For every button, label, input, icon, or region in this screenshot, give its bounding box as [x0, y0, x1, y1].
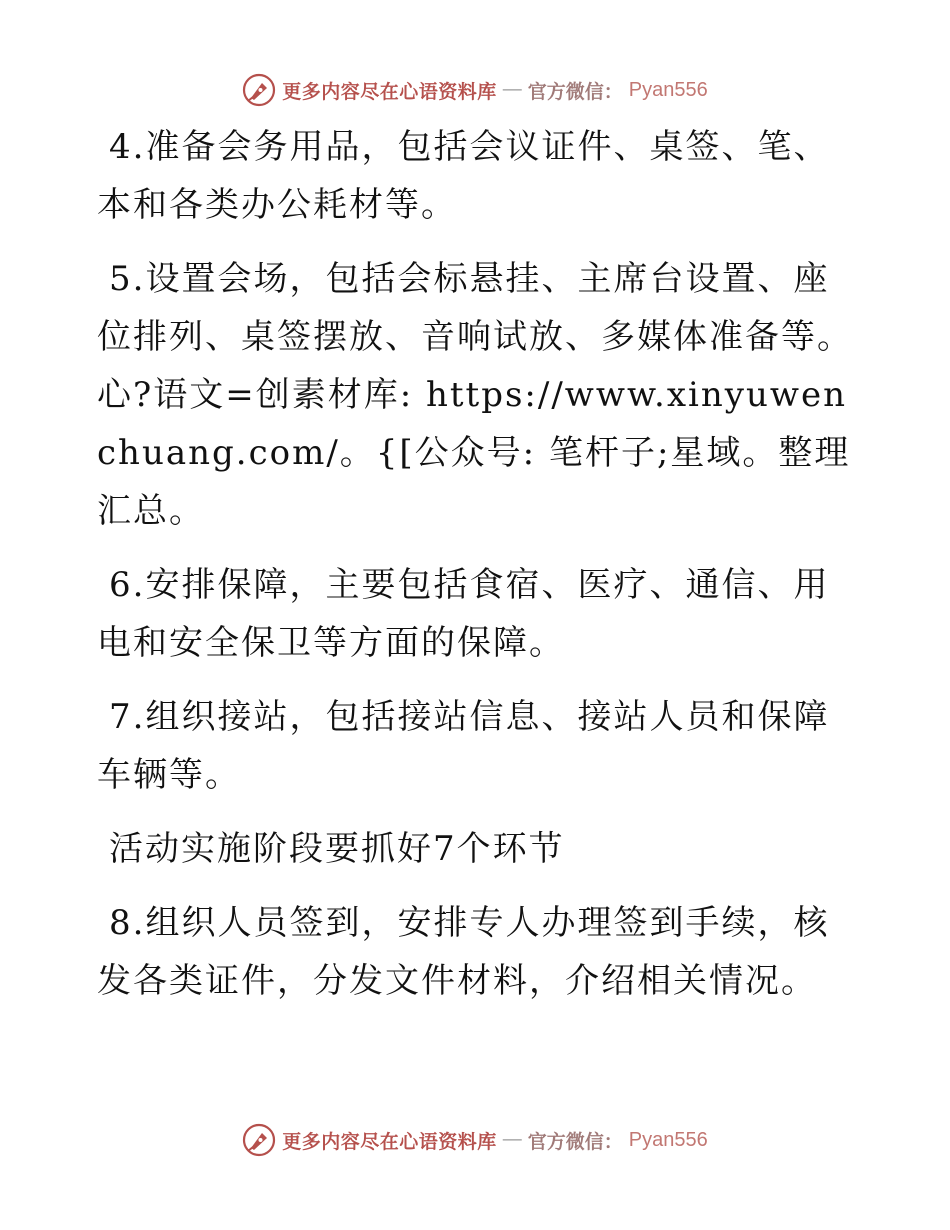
paragraph-text: 5.设置会场，包括会标悬挂、主席台设置、座位排列、桌签摆放、音响试放、多媒体准备等。心?语文=创素材库: https://www.xinyuwenchuang.com/。{[公众号: 笔杆子;星域。整理汇总。	[97, 259, 853, 531]
paragraph-item-5	[97, 250, 857, 540]
footer-wechat-id: Pyan556	[628, 1128, 708, 1151]
header-wechat-label: 官方微信：	[527, 80, 623, 103]
header-banner-inner	[242, 73, 708, 107]
header-wechat-id: Pyan556	[628, 78, 708, 101]
section-heading-text: 活动实施阶段要抓好7个环节	[109, 829, 565, 869]
footer-banner-inner	[242, 1123, 708, 1157]
paragraph-text: 4.准备会务用品，包括会议证件、桌签、笔、本和各类办公耗材等。	[97, 127, 830, 225]
paragraph-item-6	[97, 556, 857, 672]
header-banner-text: 更多内容尽在心语资料库	[282, 80, 497, 103]
pen-nib-logo-icon	[242, 73, 276, 107]
paragraph-item-8	[97, 894, 857, 1010]
paragraph-text: 7.组织接站，包括接站信息、接站人员和保障车辆等。	[97, 697, 830, 795]
footer-banner-separator: —	[502, 1129, 522, 1150]
paragraph-text: 8.组织人员签到，安排专人办理签到手续，核发各类证件，分发文件材料，介绍相关情况。	[97, 903, 830, 1001]
paragraph-item-4	[97, 118, 857, 234]
header-banner-separator: —	[502, 79, 522, 100]
footer-wechat-label: 官方微信：	[527, 1130, 623, 1153]
pen-nib-logo-icon	[242, 1123, 276, 1157]
header-banner	[0, 70, 950, 110]
paragraph-text: 6.安排保障，主要包括食宿、医疗、通信、用电和安全保卫等方面的保障。	[97, 565, 830, 663]
footer-banner	[0, 1120, 950, 1160]
footer-banner-text: 更多内容尽在心语资料库	[282, 1130, 497, 1153]
paragraph-item-7	[97, 688, 857, 804]
section-heading	[97, 820, 857, 878]
document-body	[97, 118, 857, 1026]
